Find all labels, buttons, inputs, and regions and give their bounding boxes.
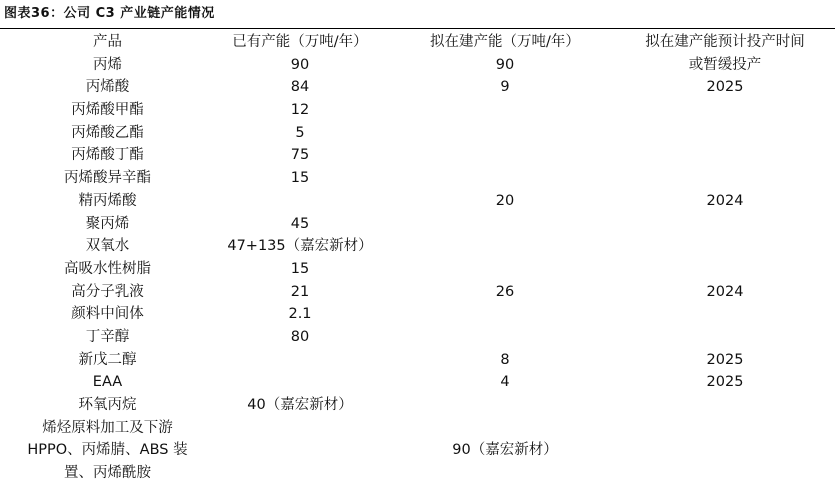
table-row xyxy=(0,281,835,304)
row-product: 新戊二醇 xyxy=(78,351,137,368)
row-planned-capacity: 8 xyxy=(500,351,510,368)
row-expected-date: 2025 xyxy=(706,79,744,96)
table-body xyxy=(0,54,835,417)
column-header-product: 产品 xyxy=(93,34,122,50)
row-expected-date: 2025 xyxy=(706,374,744,391)
row-existing-capacity: 12 xyxy=(290,102,310,119)
table-row-downstream xyxy=(0,417,835,485)
row-product: 丁辛醇 xyxy=(85,328,130,345)
table-row xyxy=(0,190,835,213)
table-row xyxy=(0,99,835,122)
table-row xyxy=(0,76,835,99)
row-product: 聚丙烯 xyxy=(85,215,130,232)
row-product: 双氧水 xyxy=(85,238,130,255)
row-product: 环氧丙烷 xyxy=(78,397,137,413)
row-planned-downstream: 90（嘉宏新材） xyxy=(452,442,558,459)
row-expected-date: 2024 xyxy=(706,192,744,209)
row-product: 精丙烯酸 xyxy=(78,192,137,209)
row-existing-capacity: 21 xyxy=(290,283,310,300)
row-existing-capacity: 40（嘉宏新材） xyxy=(247,397,353,413)
row-product: 丙烯酸甲酯 xyxy=(71,102,144,119)
column-header-expected-date-line2: 或暂缓投产 xyxy=(688,56,762,73)
row-product-line-3: 置、丙烯酰胺 xyxy=(64,465,151,482)
row-expected-date: 2025 xyxy=(706,351,744,368)
row-product: 丙烯酸 xyxy=(85,79,130,96)
row-existing-capacity: 80 xyxy=(290,328,310,345)
row-planned-capacity: 20 xyxy=(495,192,515,209)
row-existing-capacity: 15 xyxy=(290,260,310,277)
row-product: 丙烯 xyxy=(93,56,122,73)
table-row xyxy=(0,235,835,258)
table-row xyxy=(0,167,835,190)
table-row xyxy=(0,122,835,145)
row-existing-capacity: 2.1 xyxy=(288,306,312,323)
header-rule xyxy=(0,28,835,29)
table-row xyxy=(0,54,835,77)
column-header-planned-capacity: 拟在建产能（万吨/年） xyxy=(430,34,580,50)
row-existing-capacity: 75 xyxy=(290,147,310,164)
row-existing-capacity: 84 xyxy=(290,79,310,96)
row-product: 高分子乳液 xyxy=(71,283,144,300)
table-row xyxy=(0,371,835,394)
row-existing-capacity: 47+135（嘉宏新材） xyxy=(227,238,373,255)
row-product-downstream xyxy=(0,417,215,485)
row-planned-capacity: 4 xyxy=(500,374,510,391)
row-product: 丙烯酸乙酯 xyxy=(71,124,144,141)
figure-title: 图表36：公司 C3 产业链产能情况 xyxy=(4,6,215,21)
row-product: 丙烯酸异辛酯 xyxy=(64,170,151,187)
row-product: 丙烯酸丁酯 xyxy=(71,147,144,164)
row-existing-capacity: 5 xyxy=(295,124,305,141)
table-row xyxy=(0,213,835,236)
row-product: 颜料中间体 xyxy=(71,306,144,323)
column-header-existing-capacity: 已有产能（万吨/年） xyxy=(232,34,368,50)
row-product: EAA xyxy=(92,374,123,391)
row-expected-date: 2024 xyxy=(706,283,744,300)
column-header-expected-date: 拟在建产能预计投产时间 xyxy=(645,34,805,50)
table-row xyxy=(0,394,835,417)
row-product-line-2: HPPO、丙烯腈、ABS 装 xyxy=(27,442,188,459)
table-row xyxy=(0,303,835,326)
row-existing-capacity: 45 xyxy=(290,215,310,232)
table-header-row xyxy=(0,31,835,54)
row-product: 高吸水性树脂 xyxy=(64,260,151,277)
capacity-table xyxy=(0,31,835,485)
row-existing-capacity: 90 xyxy=(290,56,310,73)
table-row xyxy=(0,258,835,281)
row-planned-capacity: 26 xyxy=(495,283,515,300)
row-planned-capacity: 9 xyxy=(500,79,510,96)
table-row xyxy=(0,349,835,372)
row-product-line-1: 烯烃原料加工及下游 xyxy=(42,419,173,436)
table-row xyxy=(0,326,835,349)
row-existing-capacity: 15 xyxy=(290,170,310,187)
table-row xyxy=(0,144,835,167)
row-planned-capacity: 90 xyxy=(495,56,515,73)
